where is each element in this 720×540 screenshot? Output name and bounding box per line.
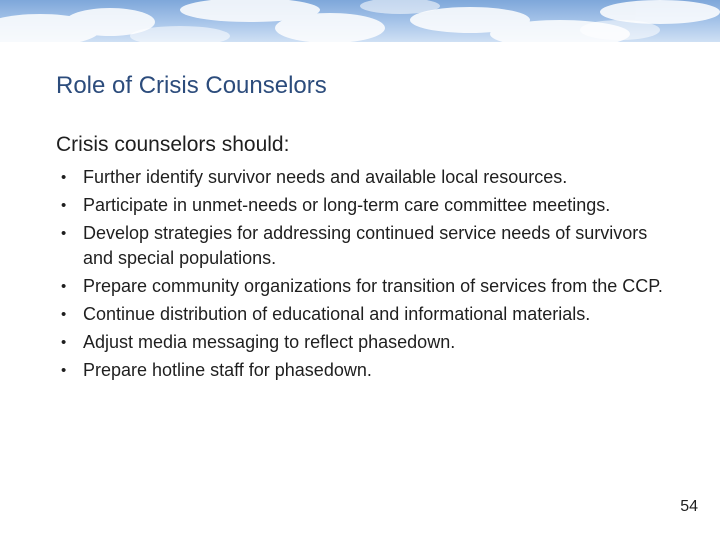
bullet-icon: • [61,362,67,379]
bullet-icon: • [61,278,67,295]
bullet-icon: • [61,306,67,323]
clouds-image [0,0,720,42]
bullet-text: Participate in unmet-needs or long-term care committee meetings. [83,195,611,215]
sky-banner [0,0,720,42]
list-item [59,221,669,271]
bullet-text: Prepare hotline staff for phasedown. [83,360,372,380]
list-item [59,358,669,383]
slide-title: Role of Crisis Counselors [56,72,327,99]
list-item [59,274,669,299]
bullet-icon: • [61,169,67,186]
bullet-text: Prepare community organizations for transition of services from the CCP. [83,276,663,296]
list-item [59,302,669,327]
bullet-text: Adjust media messaging to reflect phasedown. [83,332,456,352]
list-item [59,165,669,190]
bullet-text: Develop strategies for addressing continued service needs of survivors and special populations. [83,223,648,268]
bullet-list [59,165,669,386]
list-item [59,193,669,218]
page-number: 54 [680,498,698,515]
bullet-icon: • [61,334,67,351]
bullet-icon: • [61,197,67,214]
list-item [59,330,669,355]
bullet-text: Further identify survivor needs and available local resources. [83,167,568,187]
intro-text: Crisis counselors should: [56,133,290,156]
bullet-text: Continue distribution of educational and informational materials. [83,304,591,324]
bullet-icon: • [61,225,67,242]
